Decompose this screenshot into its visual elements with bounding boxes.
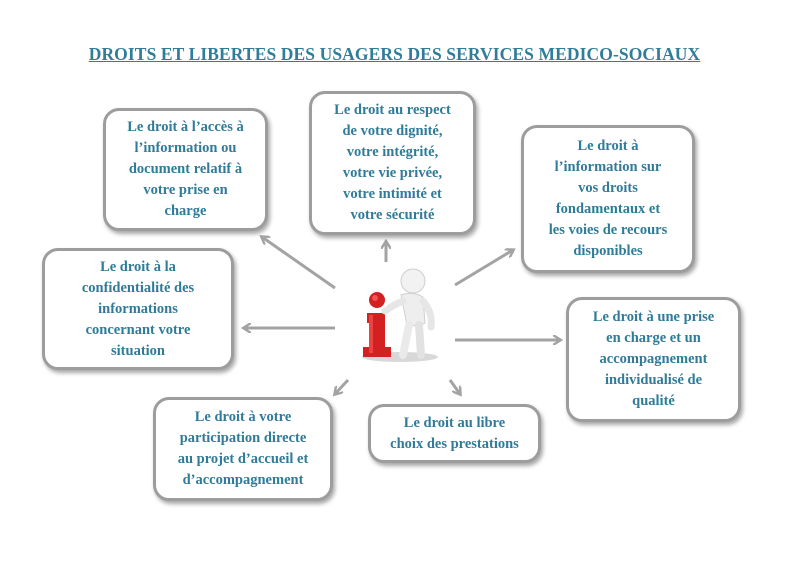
right-text-line: situation [111,342,165,359]
right-text-line: Le droit au libre [403,414,506,431]
right-respect-dignite [309,91,476,235]
right-text-line: au projet d’accueil et [177,451,309,467]
right-text-line: votre vie privée, [342,165,443,181]
right-text-line: Le droit au respect [334,102,451,118]
right-libre-choix [368,404,541,463]
right-text-line: l’information ou [134,140,237,156]
right-prise-en-charge [566,297,741,422]
arrow-to-acces-information [262,237,335,288]
right-text-line: votre sécurité [350,207,435,223]
right-text-line: participation directe [179,430,307,446]
right-text [334,100,451,226]
arrow-to-participation [335,380,348,394]
right-participation [153,397,333,501]
right-text-line: votre intimité et [343,186,442,202]
arrow-to-information-droits [455,250,513,285]
white-person-icon [385,269,431,355]
right-text-line: vos droits [578,180,638,196]
right-text-line: Le droit à [577,138,639,154]
right-text-line: l’information sur [554,159,662,175]
info-icon [363,292,391,357]
right-text-line: accompagnement [599,351,708,367]
right-text [127,117,244,222]
right-text-line: de votre dignité, [342,123,443,139]
right-text [593,307,714,412]
right-confidentialite [42,248,234,370]
right-information-droits [521,125,695,273]
right-text-line: Le droit à une prise [592,309,715,325]
right-text-line: d’accompagnement [182,472,304,488]
right-text-line: en charge et un [606,330,701,346]
right-text [549,136,668,262]
right-text-line: votre prise en [143,182,228,198]
right-text-line: fondamentaux et [555,201,661,217]
right-text [178,407,309,491]
right-text-line: Le droit à votre [194,409,292,425]
right-text-line: disponibles [573,243,643,259]
right-text-line: choix des prestations [390,435,519,452]
right-text-line: Le droit à l’accès à [127,119,244,135]
page-title: DROITS ET LIBERTES DES USAGERS DES SERVICES MEDICO-SOCIAUX [88,44,701,64]
right-text-line: individualisé de [604,372,703,388]
right-text-line: concernant votre [85,321,191,338]
right-text [82,257,194,362]
arrow-to-libre-choix [450,380,460,394]
right-text [390,413,519,455]
right-text-line: confidentialité des [81,279,195,296]
right-text-line: les voies de recours [548,222,668,238]
info-person-figure [355,265,445,365]
right-acces-information [103,108,268,231]
right-text-line: qualité [632,393,675,409]
right-text-line: informations [98,300,178,317]
right-text-line: charge [164,203,207,219]
right-text-line: Le droit à la [100,258,176,275]
right-text-line: document relatif à [128,161,243,177]
right-text-line: votre intégrité, [346,144,439,160]
